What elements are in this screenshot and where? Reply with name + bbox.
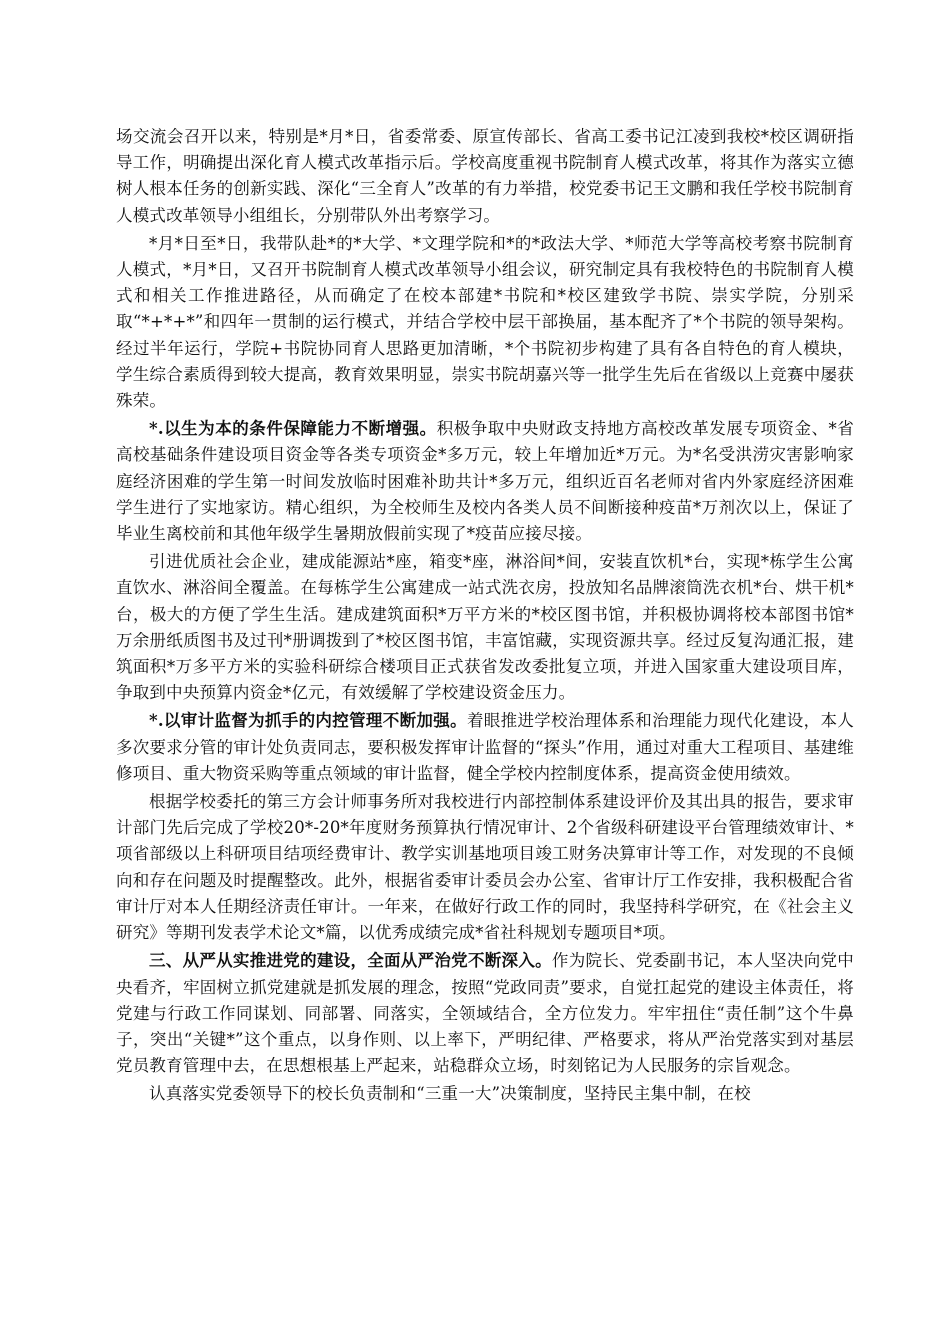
paragraph-6 bbox=[116, 789, 854, 946]
paragraph-7-text: 作为院长、党委副书记，本人坚决向党中央看齐，牢固树立抓党建就是抓发展的理念，按照“党政同责”要求，自觉扛起党的建设主体责任，将党建与行政工作同谋划、同部署、同落实，全领域结合，全方位发力。牢牢扭住“责任制”这个牛鼻子，突出“关键*”这个重点，以身作则、以上率下，严明纪律、严格要求，将从严治党落实到对基层党员教育管理中去，在思想根基上严起来，站稳群众立场，时刻铭记为人民服务的宗旨观念。 bbox=[116, 951, 854, 1076]
paragraph-1-text: 场交流会召开以来，特别是*月*日，省委常委、原宣传部长、省高工委书记江凌到我校*校区调研指导工作，明确提出深化育人模式改革指示后。学校高度重视书院制育人模式改革，将其作为落实立德树人根本任务的创新实践、深化“三全育人”改革的有力举措，校党委书记王文鹏和我任学校书院制育人模式改革领导小组组长，分别带队外出考察学习。 bbox=[116, 127, 854, 225]
paragraph-6-text: 根据学校委托的第三方会计师事务所对我校进行内部控制体系建设评价及其出具的报告，要求审计部门先后完成了学校20*-20*年度财务预算执行情况审计、2个省级科研建设平台管理绩效审计、*项省部级以上科研项目结项经费审计、教学实训基地项目竣工财务决算审计等工作，对发现的不良倾向和存在问题及时提醒整改。此外，根据省委审计委员会办公室、省审计厅工作安排，我积极配合省审计厅对本人任期经济责任审计。一年来，在做好行政工作的同时，我坚持科学研究，在《社会主义研究》等期刊发表学术论文*篇，以优秀成绩完成*省社科规划专题项目*项。 bbox=[116, 792, 854, 943]
paragraph-5 bbox=[116, 708, 854, 787]
paragraph-8-text: 认真落实党委领导下的校长负责制和“三重一大”决策制度，坚持民主集中制，在校 bbox=[149, 1084, 751, 1104]
paragraph-1 bbox=[116, 124, 854, 229]
section-heading-party-building: 三、从严从实推进党的建设，全面从严治党不断深入。 bbox=[149, 951, 552, 971]
paragraph-4 bbox=[116, 549, 854, 706]
paragraph-5-text: 着眼推进学校治理体系和治理能力现代化建设，本人多次要求分管的审计处负责同志，要积极发挥审计监督的“探头”作用，通过对重大工程项目、基建维修项目、重大物资采购等重点领域的审计监督，健全学校内控制度体系，提高资金使用绩效。 bbox=[116, 711, 854, 783]
paragraph-8 bbox=[116, 1081, 854, 1107]
section-heading-conditions: *.以生为本的条件保障能力不断增强。 bbox=[149, 419, 437, 439]
paragraph-7 bbox=[116, 948, 854, 1079]
section-heading-audit: *.以审计监督为抓手的内控管理不断加强。 bbox=[149, 711, 467, 731]
paragraph-2 bbox=[116, 231, 854, 414]
paragraph-3-text: 积极争取中央财政支持地方高校改革发展专项资金、*省高校基础条件建设项目资金等各类专项资金*多万元，较上年增加近*万元。为*名受洪涝灾害影响家庭经济困难的学生第一时间发放临时困难补助共计*多万元，组织近百名老师对省内外家庭经济困难学生进行了实地家访。精心组织，为全校师生及校内各类人员不间断接种疫苗*万剂次以上，保证了毕业生离校前和其他年级学生暑期放假前实现了*疫苗应接尽接。 bbox=[116, 419, 854, 544]
paragraph-3 bbox=[116, 416, 854, 547]
paragraph-2-text: *月*日至*日，我带队赴*的*大学、*文理学院和*的*政法大学、*师范大学等高校考察书院制育人模式，*月*日，又召开书院制育人模式改革领导小组会议，研究制定具有我校特色的书院制育人模式和相关工作推进路径，从而确定了在校本部建*书院和*校区建致学书院、崇实学院，分别采取“*+*+*”和四年一贯制的运行模式，并结合学校中层干部换届，基本配齐了*个书院的领导架构。经过半年运行，学院+书院协同育人思路更加清晰，*个书院初步构建了具有各自特色的育人模块，学生综合素质得到较大提高，教育效果明显，崇实书院胡嘉兴等一批学生先后在省级以上竞赛中屡获殊荣。 bbox=[116, 233, 854, 411]
paragraph-4-text: 引进优质社会企业，建成能源站*座，箱变*座，淋浴间*间，安装直饮机*台，实现*栋学生公寓直饮水、淋浴间全覆盖。在每栋学生公寓建成一站式洗衣房，投放知名品牌滚筒洗衣机*台、烘干机*台，极大的方便了学生生活。建成建筑面积*万平方米的*校区图书馆，并积极协调将校本部图书馆*万余册纸质图书及过刊*册调拨到了*校区图书馆，丰富馆藏，实现资源共享。经过反复沟通汇报，建筑面积*万多平方米的实验科研综合楼项目正式获省发改委批复立项，并进入国家重大建设项目库，争取到中央预算内资金*亿元，有效缓解了学校建设资金压力。 bbox=[116, 552, 854, 703]
